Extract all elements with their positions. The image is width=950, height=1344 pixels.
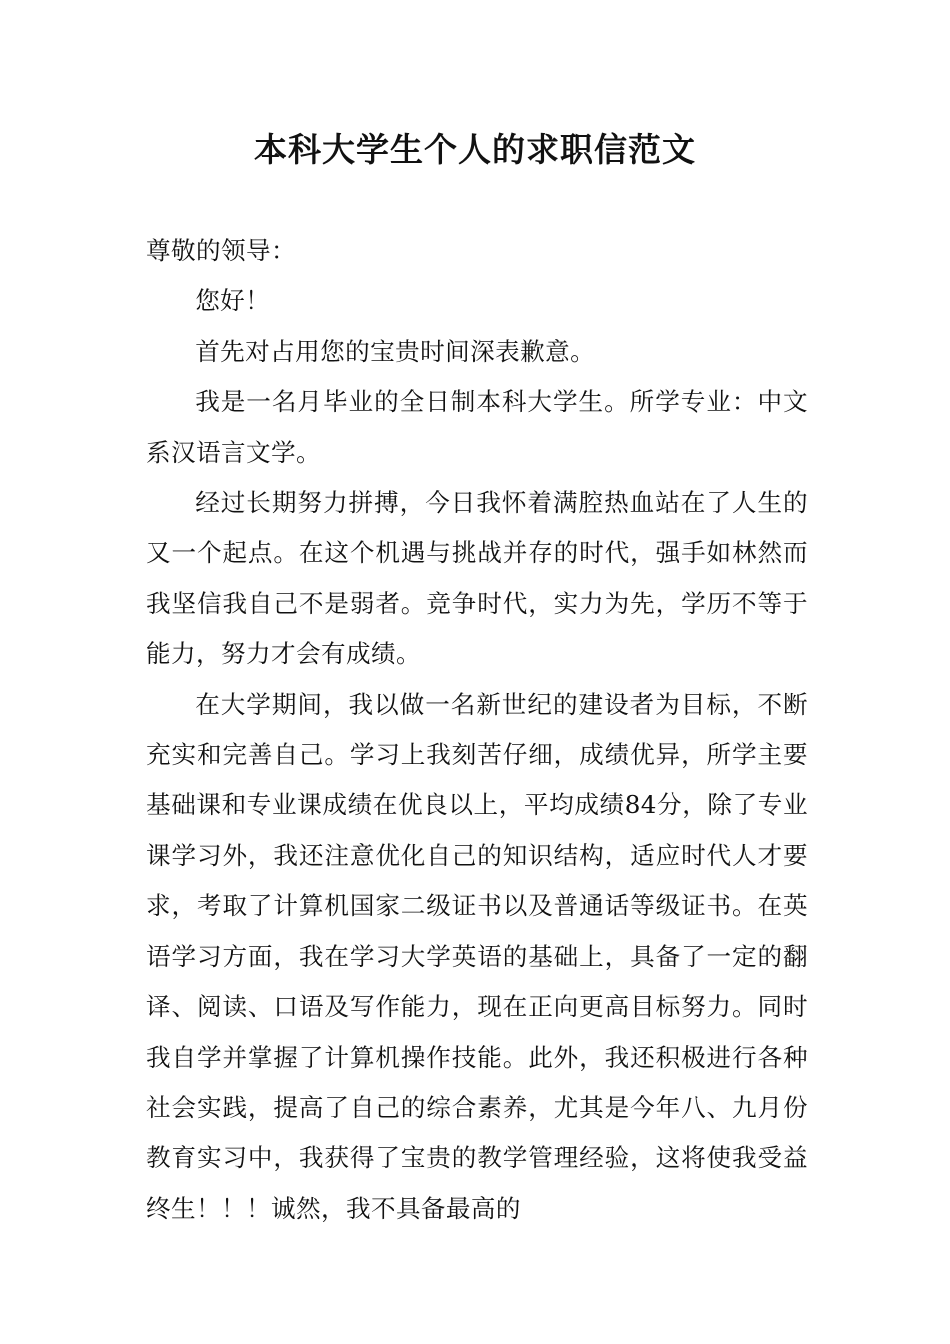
paragraph-university-experience: 在大学期间，我以做一名新世纪的建设者为目标，不断充实和完善自己。学习上我刻苦仔细，成绩优异，所学主要基础课和专业课成绩在优良以上，平均成绩84分，除了专业课学习外，我还注意优化自己的知识结构，适应时代人才要求，考取了计算机国家二级证书以及普通话等级证书。在英语学习方面，我在学习大学英语的基础上，具备了一定的翻译、阅读、口语及写作能力，现在正向更高目标努力。同时我自学并掌握了计算机操作技能。此外，我还积极进行各种社会实践，提高了自己的综合素养，尤其是今年八、九月份教育实习中，我获得了宝贵的教学管理经验，这将使我受益终生！！！诚然，我不具备最高的 bbox=[146, 689, 808, 1223]
document-title: 本科大学生个人的求职信范文 bbox=[254, 130, 696, 169]
letter-body bbox=[146, 226, 808, 1234]
paragraph-apology: 首先对占用您的宝贵时间深表歉意。 bbox=[195, 336, 596, 366]
paragraph-greeting: 您好！ bbox=[195, 286, 271, 316]
salutation: 尊敬的领导： bbox=[146, 236, 296, 265]
paragraph-motivation: 经过长期努力拼搏，今日我怀着满腔热血站在了人生的又一个起点。在这个机遇与挑战并存的时代，强手如林然而我坚信我自己不是弱者。竞争时代，实力为先，学历不等于能力，努力才会有成绩。 bbox=[146, 488, 808, 669]
paragraph-introduction: 我是一名月毕业的全日制本科大学生。所学专业：中文系汉语言文学。 bbox=[146, 387, 808, 467]
